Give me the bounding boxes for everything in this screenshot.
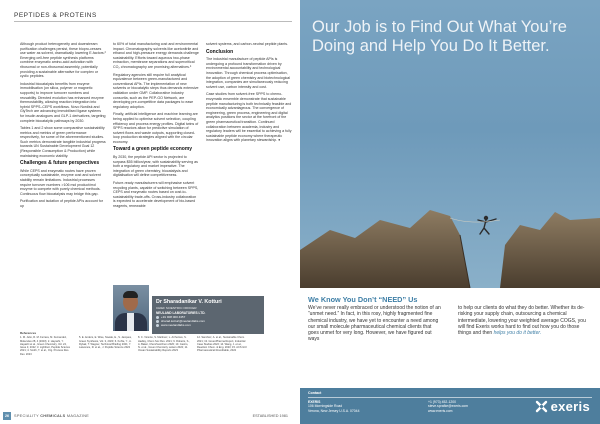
paragraph: Regulatory agencies still require full analytical equivalence between green-manufactured and conventional APIs. The implementation of new solvents or biocatalytic steps thus demands extensive validation under GMP. Collaborative industry consortia, such as the PEP-GO Network, are developing pre-competitive data packages to ease regulatory adoption. [113, 72, 199, 109]
address-line: Verona, New Jersey U.S.A. 07044 [308, 408, 360, 413]
author-name: Dr Sharadanikar V. Kotturi [156, 299, 222, 305]
paragraph: to 60% of total manufacturing cost and environmental impact. Chromatography solvents like acetonitrile and ethanol and high-pressure energy demands challenge sustainability. Efforts toward aqueous two-phase extraction, membrane separations and supercritical CO₂ chromatography are promising alternatives.⁵ [113, 42, 199, 69]
author-web[interactable]: www.neulandlabs.com [161, 323, 191, 327]
references-title: References [20, 331, 37, 335]
ad-body-left: We’ve never really embraced or understood the notion of an “unmet need.” In fact, in this rosy, highly fragmented fine chemical industry, we have yet to encounter a need among our small molecule pharmaceutical chemical clients that goes unmet for very long. However, we have figured out ways [308, 305, 441, 343]
author-phone: +91 908 000 4357 [161, 315, 186, 319]
paragraph: Future-ready manufacturers will emphasise solvent recycling plants, capable of switching between SPPS, CEPS and enzymatic routes based on cost-to-sustainability trade-offs. Cross-industry collaboration is expected to accelerate development of bio-based reagents, renewable [113, 181, 199, 208]
cliff-climber-image [300, 190, 600, 290]
ad-headline: Our Job is to Find Out What You’re Doing and Help You Do It Better. [312, 18, 567, 55]
web-icon [156, 324, 159, 327]
company-name: EXERIS [308, 400, 321, 404]
section-heading: Conclusion [206, 48, 234, 55]
references [20, 332, 250, 356]
section-heading: Toward a green peptide economy [113, 146, 193, 153]
paragraph: The industrial manufacture of peptide APIs is undergoing a profound transformation driven by environmental accountability and technological innovation. Through chemical process optimisation, the adoption of green chemistry and biotechnological integration, companies are simultaneously reducing solvent use, carbon intensity and cost. [206, 57, 291, 89]
paragraph: Finally, artificial intelligence and machine learning are being applied to optimise solvent selection, coupling efficiency and process energy profiles. Digital twins of SPPS reactors allow for predictive simulation of solvent flows and waste outputs, supporting closed-loop production strategies aligned with the circular economy. [113, 112, 199, 144]
paragraph: Purification and isolation of peptide APIs account for up [20, 199, 103, 208]
reference-list: 12. Sanchez, A. et al., Sustainable Chem. 2021; 13. GreenPharma Report, Industrial Case Studies 2022; 14. Wang, J. et al., Reaction Chem. & Eng. 2023; 15. ACS GCI Pharmaceutical Roundtable, 2022 [197, 336, 247, 353]
running-head-rule [14, 21, 292, 22]
contact-phone: +1 (973) 452-1200 [428, 400, 456, 404]
author-photo [113, 285, 149, 331]
magazine-name: SPECIALITY CHEMICALS MAGAZINE [14, 414, 90, 418]
paragraph: By 2030, the peptide API sector is projected to surpass $55 billion/year, with sustainability serving as both a regulatory and market imperative. The integration of green chemistry, biocatalysis and digitalisation will define competitiveness. [113, 155, 198, 178]
page-number: 26 [3, 412, 11, 420]
paragraph: Industrial biocatalysis benefits from enzyme immobilisation (on silica, polymer or magnetic supports) to improve turnover numbers and reusability. Directed evolution has enhanced enzyme thermostability, allowing reaction integration into hybrid SPPS–CEPS workflows. Novo Nordisk and GlyTech are advancing immobilised ligase systems for insulin analogues and GLP-1 derivatives, targeting complete biocatalytic pathways by 2030. [20, 81, 106, 123]
paragraph: Although product heterogeneity and downstream purification challenges persist, these biopro-cesses use water as solvent, dramatically lowering E-factors.² Emerging cell-free peptide synthesis platforms combine enzymatic amino-acid activation with ribosomal or non-ribosomal assembly, potentially providing a sustainable alternative for complex or cyclic peptides. [20, 42, 106, 79]
article-column-1 [20, 42, 106, 212]
right-page-advert [300, 0, 600, 424]
paragraph: While CEPS and enzymatic routes have proven conceptually sustainable, enzyme cost and solvent stability remain limitations. Industrial processes require turnover numbers >106 mol product/mol enzyme to compete with purely chemical methods. Continuous flow biocatalysis may bridge this gap. [20, 168, 101, 196]
article-column-2 [113, 42, 199, 212]
contact-divider [308, 397, 592, 398]
reference-list: 5. E. Anders, E. Wise, Nowak, E., S. Jacques, Green Synthesis, Vol. 3, 2023; 6. Kohle, Y., A. Rybak, T. Wagner, Technical Briefing 2021; 7. Lawrence, R. et al., J. Peptide Science 2022 [79, 336, 132, 350]
paragraph: Tables 1 and 2 show some comparative sustainability metrics and metrics of green performance respectively, for some of the aforementioned studies. Such metrics demonstrate tangible industrial progress towards UN Sustainable Development Goal 12 (Responsible Consumption & Production) while maintaining economic viability. [20, 126, 106, 158]
contact-web[interactable]: www.exeris.com [428, 408, 453, 413]
contact-details [428, 400, 468, 413]
exeris-logo [535, 399, 590, 414]
email-icon [156, 320, 159, 323]
reference-list: 1. M. Julio, R. M. Ferrara, M. Fernandez, Molecules 28, 4 (2023); 2. Hayashi, Y. Hayashi et al., Green Chemistry, Vol. 24, Issue 3, 2022; 3. Lightfoot, Peptide Science 2021; 4. Smith, T. et al., Org. Process Res. Dev. 2023 [20, 336, 71, 356]
ad-kicker: We Know You Don’t “NEED” Us [308, 295, 418, 304]
established-label: ESTABLISHED 1981 [252, 414, 288, 418]
section-heading: Challenges & future perspectives [20, 160, 100, 167]
article-column-3 [206, 42, 292, 146]
reference-list: 8. C. Vicente, S. Martinez, L. Arrhenius, S. Hadley, Chem Soc Rev. 2021; 9. Roberts, S., A. Baker, ChemSusChem 2020; 10. Castro, N. et al., Green Chemistry Letters 2022; 11. Ocean Sustainability Reports 2023 [138, 336, 190, 353]
contact-address [308, 400, 359, 413]
ad-contact-bar [300, 388, 600, 424]
phone-icon [156, 316, 159, 319]
contact-label: Contact [308, 391, 322, 395]
ad-body-emphasis: helps you do it better. [493, 330, 542, 337]
ad-body-right: to help our clients do what they do better. Whether its de-risking your supply chain, outsourcing a chemical intermediate, lowering your weighted average COGS, you will find Exeris works hard to find out how you do those things and then helps you do it better. [458, 305, 586, 337]
logo-mark-icon [535, 400, 548, 413]
author-role: CHIEF SCIENTIFIC OFFICER [156, 305, 197, 310]
page-footer [0, 409, 300, 424]
contact-email[interactable]: steve.sprafke@exeris.com [428, 404, 468, 409]
address-line: 106 Morningside Road [308, 404, 343, 409]
author-email[interactable]: sharad.kotturi@neulandlabs.com [161, 319, 205, 323]
logo-text: exeris [550, 399, 590, 414]
author-box [152, 296, 264, 334]
author-company: NEULAND LABORATORIES LTD. [156, 310, 206, 315]
paragraph: solvent systems, and carbon-neutral peptide plants. [206, 42, 289, 46]
paragraph: Case studies from solvent-free SPPS to chemo-enzymatic ensemble demonstrate that sustainable peptide manufacturing is both technically feasible and economically advantageous. The convergence of engineering, green process, engineering and digital analytics positions the sector at the forefront of the green pharmaceutical transition. Continued collaboration between academia, industry and regulatory leaders will be essential to achieving a fully sustainable peptide economy where therapeutic innovation aligns with planetary stewardship. ● [206, 92, 292, 143]
running-head: PEPTIDES & PROTEINS [14, 12, 97, 19]
